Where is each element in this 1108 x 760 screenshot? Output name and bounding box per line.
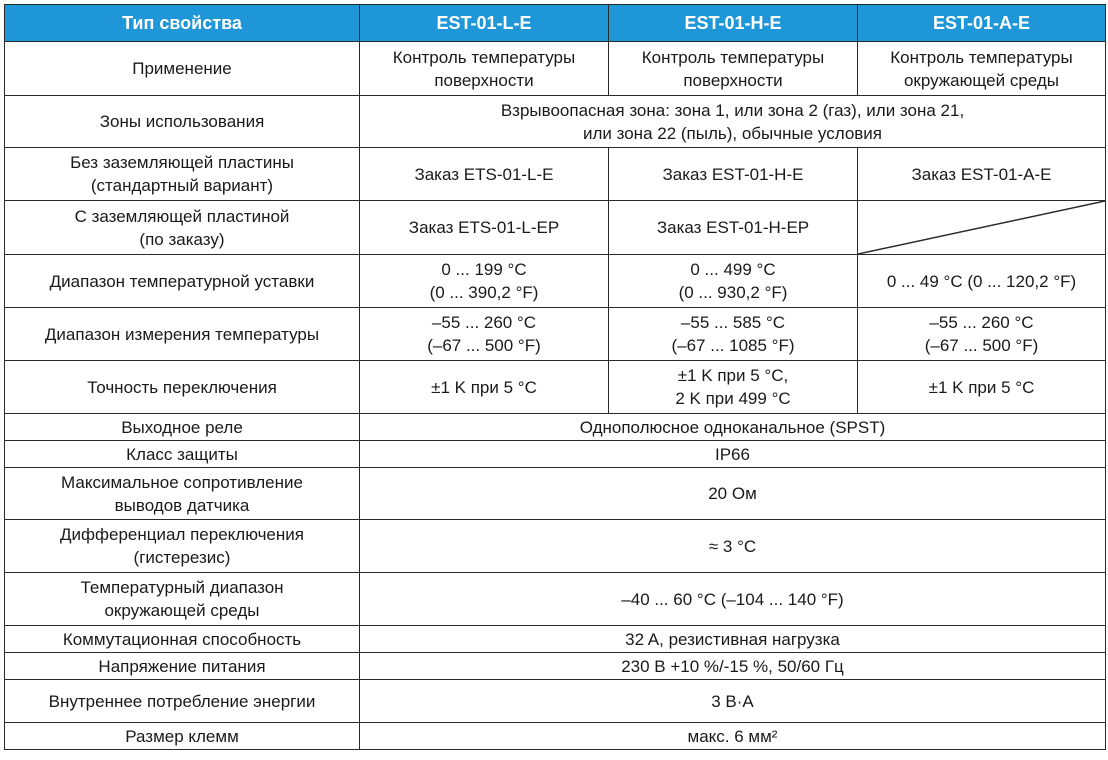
header-row (5, 5, 1106, 42)
cell-all: IP66 (360, 441, 1106, 468)
row-output-relay (5, 414, 1106, 441)
row-label: Зоны использования (5, 96, 360, 148)
row-label: Максимальное сопротивление выводов датчика (5, 468, 360, 520)
row-setpoint-range (5, 255, 1106, 308)
row-with-ground-plate (5, 201, 1106, 255)
cell-h: –55 ... 585 °C (–67 ... 1085 °F) (609, 308, 858, 361)
cell-all: Однополюсное одноканальное (SPST) (360, 414, 1106, 441)
header-model-h: EST-01-H-E (609, 5, 858, 42)
cell-all: 32 A, резистивная нагрузка (360, 626, 1106, 653)
cell-a: Заказ EST-01-A-E (858, 148, 1106, 201)
cell-l: –55 ... 260 °C (–67 ... 500 °F) (360, 308, 609, 361)
row-terminal-size (5, 723, 1106, 750)
cell-all: 20 Ом (360, 468, 1106, 520)
cell-all: макс. 6 мм² (360, 723, 1106, 750)
row-label: Класс защиты (5, 441, 360, 468)
cell-all: 3 В·А (360, 680, 1106, 723)
row-switching-accuracy (5, 361, 1106, 414)
header-model-a: EST-01-A-E (858, 5, 1106, 42)
cell-h: ±1 K при 5 °C, 2 K при 499 °C (609, 361, 858, 414)
row-label: Внутреннее потребление энергии (5, 680, 360, 723)
cell-h: Контроль температуры поверхности (609, 42, 858, 96)
row-ambient-range (5, 573, 1106, 626)
row-application (5, 42, 1106, 96)
cell-l: Заказ ETS-01-L-E (360, 148, 609, 201)
row-zones (5, 96, 1106, 148)
row-no-ground-plate (5, 148, 1106, 201)
row-label: Точность переключения (5, 361, 360, 414)
header-model-l: EST-01-L-E (360, 5, 609, 42)
cell-l: Заказ ETS-01-L-EP (360, 201, 609, 255)
row-label: С заземляющей пластиной (по заказу) (5, 201, 360, 255)
cell-a: ±1 K при 5 °C (858, 361, 1106, 414)
cell-a: Контроль температуры окружающей среды (858, 42, 1106, 96)
cell-all: 230 В +10 %/-15 %, 50/60 Гц (360, 653, 1106, 680)
row-label: Напряжение питания (5, 653, 360, 680)
cell-l: ±1 K при 5 °C (360, 361, 609, 414)
row-supply-voltage (5, 653, 1106, 680)
header-property: Тип свойства (5, 5, 360, 42)
row-hysteresis (5, 520, 1106, 573)
not-available-cell (858, 201, 1106, 255)
diagonal-strike-icon (858, 201, 1105, 254)
spec-table (4, 4, 1106, 750)
row-protection-class (5, 441, 1106, 468)
row-label: Диапазон температурной уставки (5, 255, 360, 308)
row-internal-consumption (5, 680, 1106, 723)
row-label: Выходное реле (5, 414, 360, 441)
cell-a: –55 ... 260 °C (–67 ... 500 °F) (858, 308, 1106, 361)
cell-l: Контроль температуры поверхности (360, 42, 609, 96)
row-switching-capacity (5, 626, 1106, 653)
cell-h: 0 ... 499 °C (0 ... 930,2 °F) (609, 255, 858, 308)
cell-l: 0 ... 199 °C (0 ... 390,2 °F) (360, 255, 609, 308)
row-max-sensor-resistance (5, 468, 1106, 520)
row-label: Дифференциал переключения (гистерезис) (5, 520, 360, 573)
row-measurement-range (5, 308, 1106, 361)
row-label: Без заземляющей пластины (стандартный вариант) (5, 148, 360, 201)
cell-h: Заказ EST-01-H-EP (609, 201, 858, 255)
row-label: Коммутационная способность (5, 626, 360, 653)
cell-all: –40 ... 60 °C (–104 ... 140 °F) (360, 573, 1106, 626)
row-label: Диапазон измерения температуры (5, 308, 360, 361)
cell-h: Заказ EST-01-H-E (609, 148, 858, 201)
cell-all: Взрывоопасная зона: зона 1, или зона 2 (газ), или зона 21, или зона 22 (пыль), обычные условия (360, 96, 1106, 148)
cell-a: 0 ... 49 °C (0 ... 120,2 °F) (858, 255, 1106, 308)
row-label: Применение (5, 42, 360, 96)
row-label: Температурный диапазон окружающей среды (5, 573, 360, 626)
cell-all: ≈ 3 °C (360, 520, 1106, 573)
row-label: Размер клемм (5, 723, 360, 750)
